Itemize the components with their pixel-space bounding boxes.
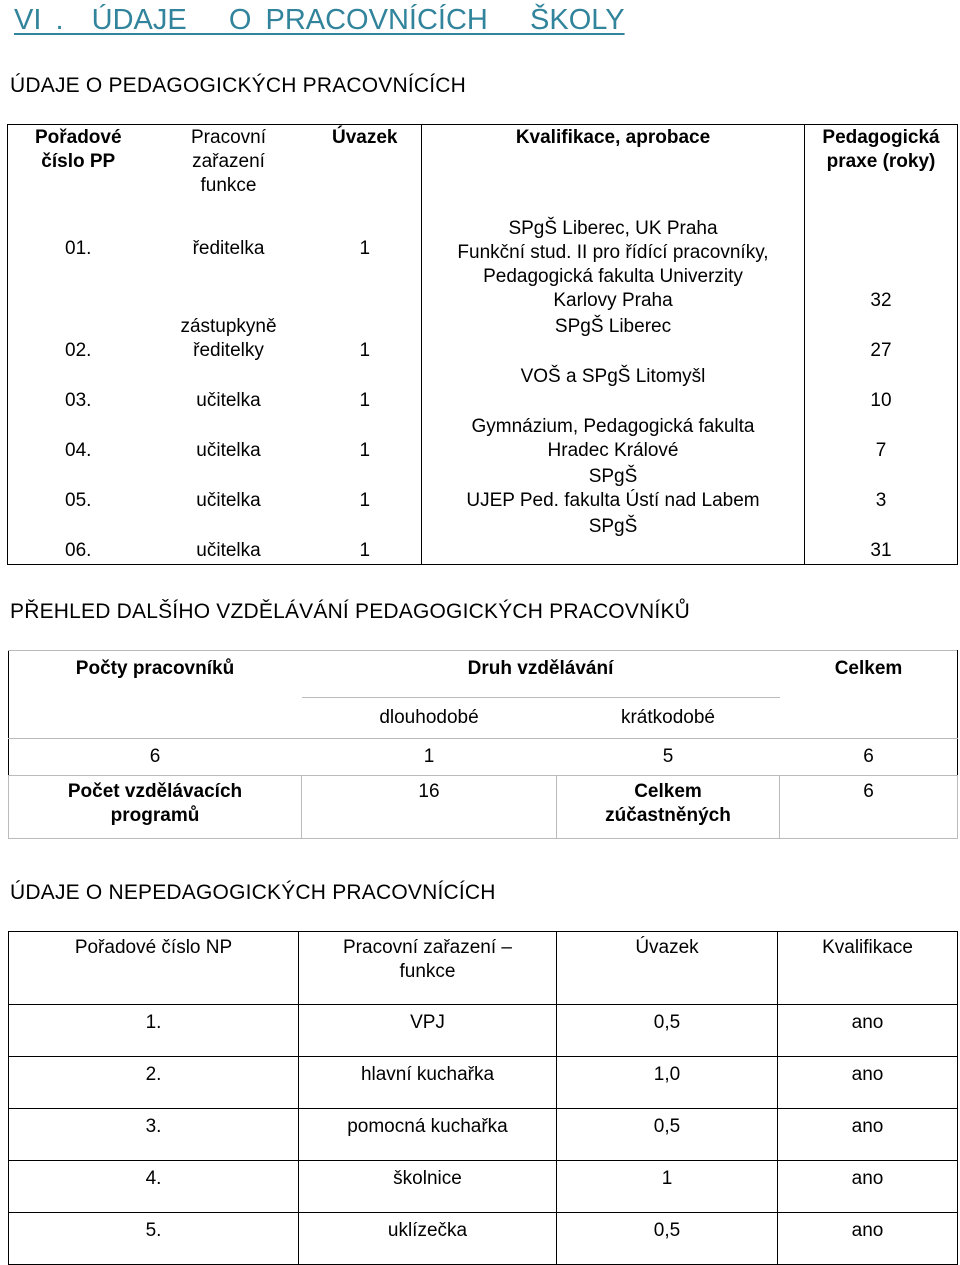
table-row bbox=[9, 776, 958, 839]
table-row bbox=[8, 364, 958, 414]
cell-position: učitelka bbox=[196, 540, 261, 561]
table-row bbox=[8, 414, 958, 464]
table-row bbox=[9, 1005, 958, 1057]
cell-qualification: ano bbox=[778, 1161, 958, 1213]
cell-order: 05. bbox=[65, 490, 92, 511]
table-row bbox=[8, 314, 958, 364]
cell-text bbox=[610, 390, 615, 411]
cell-short-term: 5 bbox=[557, 739, 780, 776]
cell-programs-count: 16 bbox=[302, 776, 557, 839]
cell-participants-count: 6 bbox=[780, 776, 958, 839]
header-text: Pracovní zařazení – bbox=[343, 937, 512, 958]
cell-order: 4. bbox=[9, 1161, 299, 1213]
header-text: funkce bbox=[399, 961, 456, 982]
table-row bbox=[9, 739, 958, 776]
cell-text: zúčastněných bbox=[605, 805, 731, 826]
cell-workload: 1 bbox=[359, 340, 371, 361]
cell-workload: 1 bbox=[359, 540, 371, 561]
cell-text: Karlovy Praha bbox=[553, 290, 673, 311]
header-qualification bbox=[422, 125, 805, 200]
table-row bbox=[9, 1109, 958, 1161]
cell-practice: 10 bbox=[870, 390, 892, 411]
cell-text: Hradec Králové bbox=[547, 440, 679, 461]
cell-workload: 0,5 bbox=[557, 1213, 778, 1265]
cell-position: učitelka bbox=[196, 440, 261, 461]
cell-text: VOŠ a SPgŠ Litomyšl bbox=[520, 366, 706, 387]
cell-workload: 0,5 bbox=[557, 1005, 778, 1057]
cell-workload: 0,5 bbox=[557, 1109, 778, 1161]
cell-qualification: ano bbox=[778, 1213, 958, 1265]
cell-position: školnice bbox=[299, 1161, 557, 1213]
header-text: Úvazek bbox=[332, 127, 398, 148]
cell-text: Počet vzdělávacích bbox=[67, 781, 243, 802]
cell-position: učitelka bbox=[196, 390, 261, 411]
cell-qualification bbox=[422, 464, 805, 514]
cell-text: SPgŠ Liberec bbox=[554, 316, 672, 337]
teaching-staff-table bbox=[7, 124, 958, 565]
header-order: Pořadové číslo NP bbox=[9, 932, 299, 1005]
cell-workload: 1 bbox=[557, 1161, 778, 1213]
cell-text: Pedagogická fakulta Univerzity bbox=[483, 266, 743, 287]
cell-position bbox=[149, 314, 309, 364]
cell-text: ředitelky bbox=[193, 340, 264, 361]
cell-order: 2. bbox=[9, 1057, 299, 1109]
table-header-row bbox=[9, 651, 958, 698]
cell-workload: 1 bbox=[359, 390, 371, 411]
cell-practice: 32 bbox=[870, 290, 892, 311]
cell-text: SPgŠ bbox=[588, 516, 638, 537]
table-row bbox=[8, 514, 958, 565]
header-text: zařazení bbox=[192, 151, 265, 172]
cell-text: SPgŠ Liberec, UK Praha bbox=[508, 218, 718, 239]
cell-position: uklízečka bbox=[299, 1213, 557, 1265]
cell-practice: 31 bbox=[870, 540, 892, 561]
header-text: funkce bbox=[200, 175, 257, 196]
section-heading-nonteaching-staff: ÚDAJE O NEPEDAGOGICKÝCH PRACOVNÍCÍCH bbox=[10, 881, 496, 904]
table-row bbox=[8, 464, 958, 514]
cell-text: UJEP Ped. fakulta Ústí nad Labem bbox=[466, 490, 760, 511]
cell-text: Gymnázium, Pedagogická fakulta bbox=[471, 416, 755, 437]
nonteaching-staff-table bbox=[8, 931, 958, 1265]
header-text: praxe (roky) bbox=[826, 151, 936, 172]
cell-order: 02. bbox=[65, 340, 92, 361]
cell-workers: 6 bbox=[9, 739, 302, 776]
header-workload bbox=[309, 125, 422, 200]
section-heading-further-education: PŘEHLED DALŠÍHO VZDĚLÁVÁNÍ PEDAGOGICKÝCH PRACOVNÍKŮ bbox=[10, 600, 691, 623]
cell-order: 03. bbox=[65, 390, 92, 411]
header-workers: Počty pracovníků bbox=[9, 651, 302, 739]
cell-position: VPJ bbox=[299, 1005, 557, 1057]
cell-text: Funkční stud. II pro řídící pracovníky, bbox=[457, 242, 769, 263]
cell-position: pomocná kuchařka bbox=[299, 1109, 557, 1161]
cell-qualification bbox=[422, 364, 805, 414]
cell-qualification: ano bbox=[778, 1005, 958, 1057]
cell-practice: 27 bbox=[870, 340, 892, 361]
table-row bbox=[9, 1161, 958, 1213]
cell-text: SPgŠ bbox=[588, 466, 638, 487]
table-header-row bbox=[8, 125, 958, 200]
cell-workload: 1 bbox=[359, 237, 371, 259]
table-row bbox=[8, 199, 958, 314]
header-education-type: Druh vzdělávání bbox=[302, 651, 780, 698]
cell-qualification bbox=[422, 314, 805, 364]
subheader-short-term: krátkodobé bbox=[557, 698, 780, 739]
page-title: VI . ÚDAJE O PRACOVNÍCÍCH ŠKOLY bbox=[14, 4, 625, 36]
cell-position: ředitelka bbox=[192, 237, 265, 259]
cell-qualification bbox=[422, 199, 805, 314]
cell-long-term: 1 bbox=[302, 739, 557, 776]
cell-text: programů bbox=[110, 805, 200, 826]
cell-qualification bbox=[422, 414, 805, 464]
cell-text bbox=[610, 340, 615, 361]
header-text: Pracovní bbox=[191, 127, 266, 148]
table-row bbox=[9, 1213, 958, 1265]
cell-qualification bbox=[422, 514, 805, 565]
cell-programs-label bbox=[9, 776, 302, 839]
cell-qualification: ano bbox=[778, 1109, 958, 1161]
cell-workload: 1 bbox=[359, 440, 371, 461]
cell-position: učitelka bbox=[196, 490, 261, 511]
cell-total: 6 bbox=[780, 739, 958, 776]
header-qualification: Kvalifikace bbox=[778, 932, 958, 1005]
cell-order: 3. bbox=[9, 1109, 299, 1161]
cell-order: 5. bbox=[9, 1213, 299, 1265]
cell-participants-label bbox=[557, 776, 780, 839]
table-header-row bbox=[9, 932, 958, 1005]
table-row bbox=[9, 1057, 958, 1109]
section-heading-teaching-staff: ÚDAJE O PEDAGOGICKÝCH PRACOVNÍCÍCH bbox=[10, 74, 467, 97]
header-text: číslo PP bbox=[41, 151, 116, 172]
cell-practice: 3 bbox=[875, 490, 887, 511]
further-education-table bbox=[8, 650, 958, 839]
header-text: Pořadové bbox=[34, 127, 122, 148]
header-order bbox=[8, 125, 149, 200]
cell-qualification: ano bbox=[778, 1057, 958, 1109]
cell-order: 06. bbox=[65, 540, 92, 561]
header-text: Pedagogická bbox=[822, 127, 940, 148]
header-workload: Úvazek bbox=[557, 932, 778, 1005]
cell-text bbox=[610, 540, 615, 561]
cell-order: 04. bbox=[65, 440, 92, 461]
cell-order: 1. bbox=[9, 1005, 299, 1057]
header-position bbox=[149, 125, 309, 200]
cell-text: Celkem bbox=[634, 781, 702, 802]
header-total: Celkem bbox=[780, 651, 958, 739]
cell-workload: 1,0 bbox=[557, 1057, 778, 1109]
cell-position: hlavní kuchařka bbox=[299, 1057, 557, 1109]
header-practice bbox=[805, 125, 958, 200]
header-position bbox=[299, 932, 557, 1005]
cell-order: 01. bbox=[65, 237, 92, 259]
header-text: Kvalifikace, aprobace bbox=[515, 127, 711, 148]
cell-practice: 7 bbox=[875, 440, 887, 461]
cell-workload: 1 bbox=[359, 490, 371, 511]
subheader-long-term: dlouhodobé bbox=[302, 698, 557, 739]
cell-text: zástupkyně bbox=[180, 316, 277, 337]
